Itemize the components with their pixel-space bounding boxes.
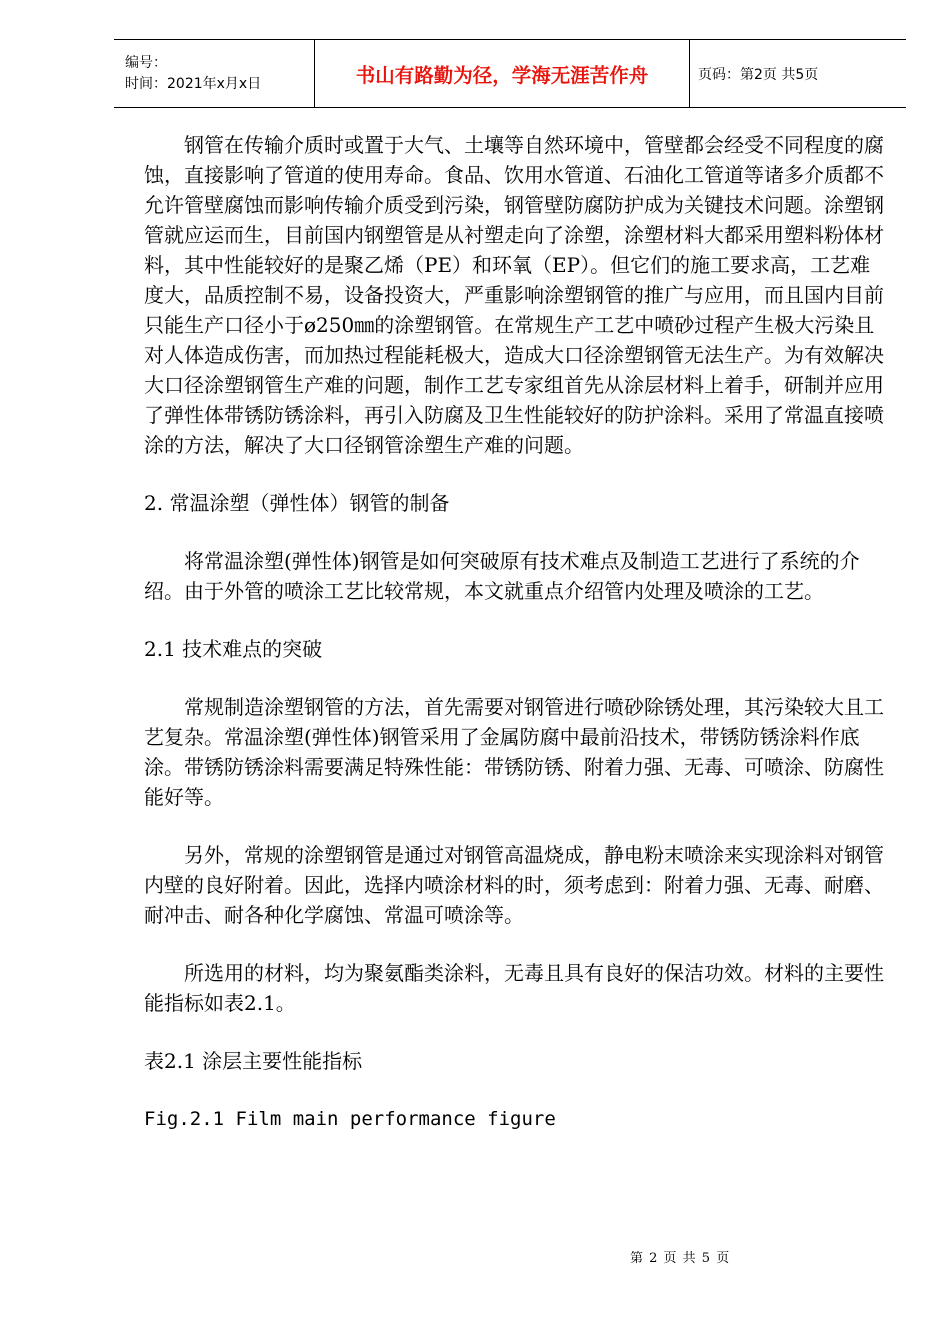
paragraph-materials: 所选用的材料，均为聚氨酯类涂料，无毒且具有良好的保洁功效。材料的主要性能指标如表2.1。 <box>144 961 884 1015</box>
number-label: 编号： <box>125 54 167 71</box>
header-motto: 书山有路勤为径，学海无涯苦作舟 <box>315 40 690 107</box>
header-page-info: 页码：第2页 共5页 <box>698 66 819 83</box>
page-header <box>114 39 906 108</box>
section-2-paragraph: 将常温涂塑(弹性体)钢管是如何突破原有技术难点及制造工艺进行了系统的介绍。由于外管的喷涂工艺比较常规，本文就重点介绍管内处理及喷涂的工艺。 <box>144 549 860 603</box>
header-meta <box>114 40 315 107</box>
document-body <box>144 130 884 1134</box>
time-label: 时间：2021年x月x日 <box>125 75 262 92</box>
table-caption-en: Fig.2.1 Film main performance figure <box>144 1108 556 1130</box>
table-caption-cn: 表2.1 涂层主要性能指标 <box>144 1049 363 1073</box>
section-2-heading: 2. 常温涂塑（弹性体）钢管的制备 <box>144 491 450 515</box>
paragraph-conventional-method: 常规制造涂塑钢管的方法，首先需要对钢管进行喷砂除锈处理，其污染较大且工艺复杂。常温涂塑(弹性体)钢管采用了金属防腐中最前沿技术，带锈防锈涂料作底涂。带锈防锈涂料需要满足特殊性能：带锈防锈、附着力强、无毒、可喷涂、防腐性能好等。 <box>144 695 884 809</box>
intro-paragraph: 钢管在传输介质时或置于大气、土壤等自然环境中，管壁都会经受不同程度的腐蚀，直接影响了管道的使用寿命。食品、饮用水管道、石油化工管道等诸多介质都不允许管壁腐蚀而影响传输介质受到污染，钢管壁防腐防护成为关键技术问题。涂塑钢管就应运而生，目前国内钢塑管是从衬塑走向了涂塑，涂塑材料大都采用塑料粉体材料，其中性能较好的是聚乙烯（PE）和环氧（EP）。但它们的施工要求高，工艺难度大，品质控制不易，设备投资大，严重影响涂塑钢管的推广与应用，而且国内目前只能生产口径小于ø250㎜的涂塑钢管。在常规生产工艺中喷砂过程产生极大污染且对人体造成伤害，而加热过程能耗极大，造成大口径涂塑钢管无法生产。为有效解决大口径涂塑钢管生产难的问题，制作工艺专家组首先从涂层材料上着手，研制并应用了弹性体带锈防锈涂料，再引入防腐及卫生性能较好的防护涂料。采用了常温直接喷涂的方法，解决了大口径钢管涂塑生产难的问题。 <box>144 133 884 457</box>
page-footer: 第 2 页 共 5 页 <box>630 1251 731 1266</box>
section-2-1-heading: 2.1 技术难点的突破 <box>144 637 323 661</box>
paragraph-coating-requirements: 另外，常规的涂塑钢管是通过对钢管高温烧成，静电粉末喷涂来实现涂料对钢管内壁的良好附着。因此，选择内喷涂材料的时，须考虑到：附着力强、无毒、耐磨、耐冲击、耐各种化学腐蚀、常温可喷涂等。 <box>144 843 884 927</box>
